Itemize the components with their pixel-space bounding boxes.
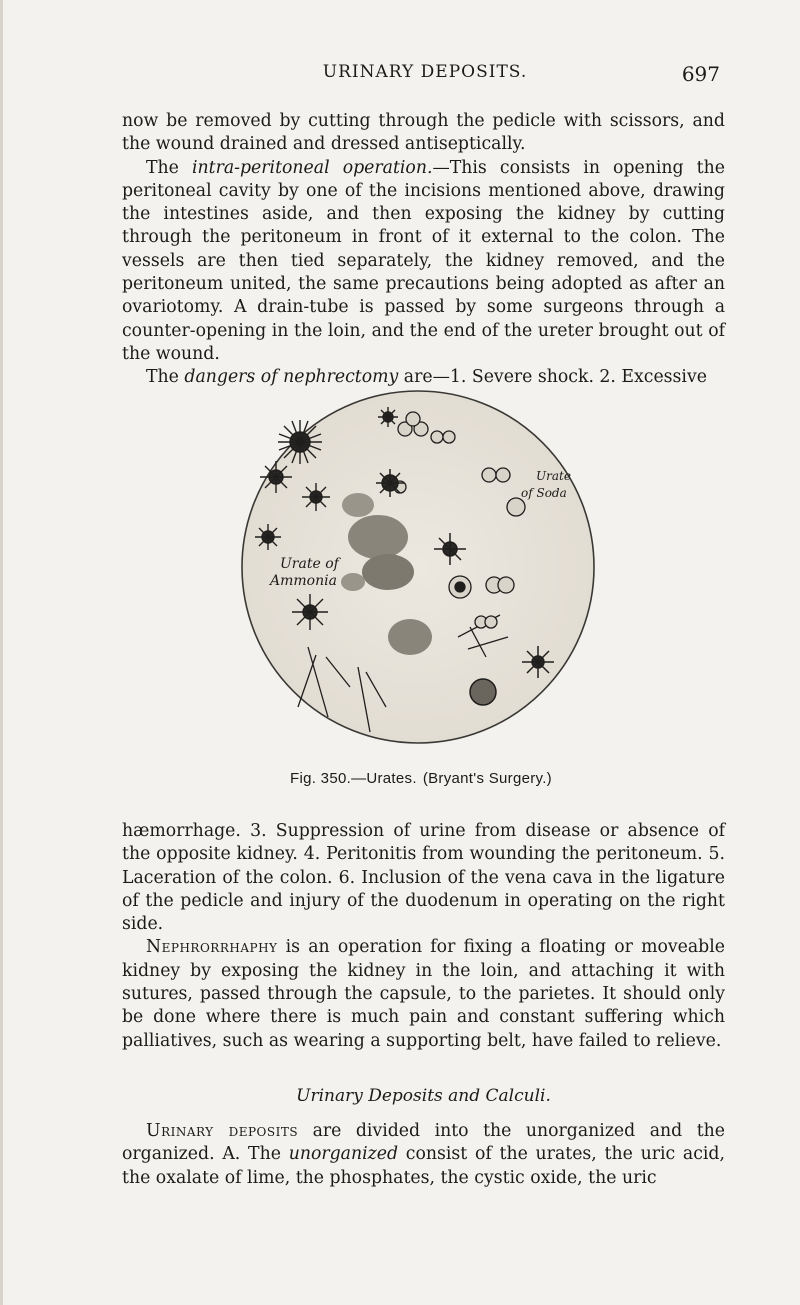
label-urate-of-soda-2: of Soda <box>521 486 567 500</box>
running-title: URINARY DEPOSITS. <box>322 62 528 82</box>
label-urate-of-ammonia-2: Ammonia <box>270 573 337 589</box>
section-heading: Urinary Deposits and Calculi. <box>296 1086 551 1106</box>
text-block-top <box>122 110 725 390</box>
paragraph-2 <box>122 157 725 367</box>
text-block-bottom <box>122 1120 725 1190</box>
urates-figure <box>238 387 598 747</box>
caption-source: (Bryant's Surgery.) <box>422 770 552 787</box>
para6-italic: unorganized <box>288 1144 399 1165</box>
paragraph-5 <box>122 936 725 1052</box>
label-urate-of-ammonia-1: Urate of <box>280 556 339 572</box>
para3-rest: are—1. Severe shock. 2. Excessive <box>398 367 707 388</box>
para6-rest: consist of the urates, the uric acid, the oxalate of lime, the phosphates, the cystic oxide, the uric <box>122 1144 725 1188</box>
para3-italic: dangers of nephrectomy <box>184 367 399 388</box>
running-header <box>120 62 720 92</box>
page-number: 697 <box>681 62 720 86</box>
text-block-middle <box>122 820 725 1053</box>
para5-rest: is an operation for fixing a floating or moveable kidney by exposing the kidney in the loin, and attaching it with sutures, passed through the capsule, to the parietes. It should only be done where there is much pain and constant suffering which palliatives, such as wearing a supporting belt, have failed to relieve. <box>122 937 725 1051</box>
figure-caption <box>290 770 610 787</box>
para2-prefix: The <box>146 157 192 178</box>
para6-smallcaps: Urinary deposits <box>146 1121 299 1141</box>
para3-prefix: The <box>146 367 185 388</box>
paragraph-1: now be removed by cutting through the pedicle with scissors, and the wound drained and dressed antiseptically. <box>122 111 725 155</box>
para6-pre-italic: are divided into the unorganized and the organized. A. The <box>122 1121 725 1165</box>
para5-smallcaps: Nephrorrhaphy <box>146 937 278 958</box>
paragraph-6 <box>122 1120 725 1190</box>
page-edge <box>0 0 3 1305</box>
label-urate-of-soda-1: Urate <box>536 469 571 483</box>
para2-italic: intra-peritoneal operation. <box>191 157 433 178</box>
paragraph-4: hæmorrhage. 3. Suppression of urine from disease or absence of the opposite kidney. 4. Peritonitis from wounding the peritoneum. 5. Laceration of the colon. 6. Inclusion of the vena cava in the ligature of the pedicle and injury of the duodenum in operating on the right side. <box>122 821 725 935</box>
caption-figure-number: Fig. 350.—Urates. <box>290 770 417 787</box>
para2-rest: —This consists in opening the peritoneal cavity by one of the incisions mentioned above, drawing the intestines aside, and then exposing the kidney by cutting through the peritoneum in front of it external to the colon. The vessels are then tied separately, the kidney removed, and the peritoneum united, the same precautions being adopted as after an ovariotomy. A drain-tube is passed by some surgeons through a counter-opening in the loin, and the end of the ureter brought out of the wound. <box>122 157 725 364</box>
